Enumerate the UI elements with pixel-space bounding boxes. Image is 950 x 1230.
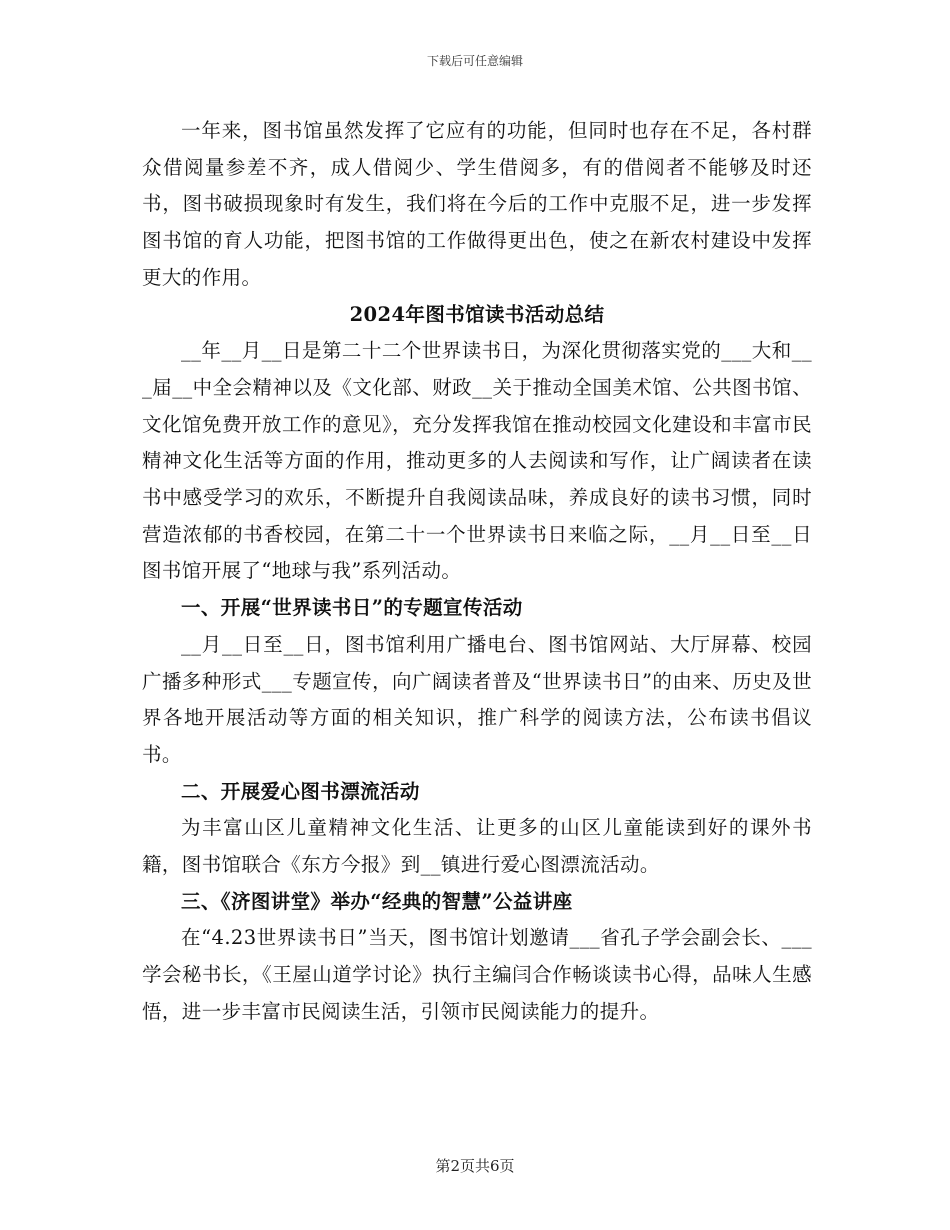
document-body	[142, 113, 812, 1031]
paragraph-section-1: __月__日至__日，图书馆利用广播电台、图书馆网站、大厅屏幕、校园广播多种形式___专题宣传，向广阔读者普及“世界读书日”的由来、历史及世界各地开展活动等方面的相关知识，推广科学的阅读方法，公布读书倡议书。	[142, 632, 812, 766]
paragraph-intro: 一年来，图书馆虽然发挥了它应有的功能，但同时也存在不足，各村群众借阅量参差不齐，成人借阅少、学生借阅多，有的借阅者不能够及时还书，图书破损现象时有发生，我们将在今后的工作中克服不足，进一步发挥图书馆的育人功能，把图书馆的工作做得更出色，使之在新农村建设中发挥更大的作用。	[142, 119, 812, 289]
paragraph-section-2: 为丰富山区儿童精神文化生活、让更多的山区儿童能读到好的课外书籍，图书馆联合《东方今报》到__镇进行爱心图漂流活动。	[142, 816, 812, 877]
document-title: 2024年图书馆读书活动总结	[349, 302, 605, 326]
paragraph-section-3: 在“4.23世界读书日”当天，图书馆计划邀请___省孔子学会副会长、___学会秘书长，《王屋山道学讨论》执行主编闫合作畅谈读书心得，品味人生感悟，进一步丰富市民阅读生活，引领市民阅读能力的提升。	[142, 926, 812, 1023]
section-heading-3: 三、《济图讲堂》举办“经典的智慧”公益讲座	[181, 889, 573, 913]
paragraph-overview: __年__月__日是第二十二个世界读书日，为深化贯彻落实党的___大和___届__中全会精神以及《文化部、财政__关于推动全国美术馆、公共图书馆、文化馆免费开放工作的意见》，充分发挥我馆在推动校园文化建设和丰富市民精神文化生活等方面的作用，推动更多的人去阅读和写作，让广阔读者在读书中感受学习的欢乐，不断提升自我阅读品味，养成良好的读书习惯，同时营造浓郁的书香校园，在第二十一个世界读书日来临之际，__月__日至__日图书馆开展了“地球与我”系列活动。	[142, 339, 812, 583]
section-heading-1: 一、开展“世界读书日”的专题宣传活动	[181, 596, 523, 620]
section-heading-2: 二、开展爱心图书漂流活动	[181, 779, 420, 803]
page-number-footer: 第2页共6页	[435, 1157, 515, 1175]
page-header-note: 下载后可任意编辑	[426, 54, 523, 68]
